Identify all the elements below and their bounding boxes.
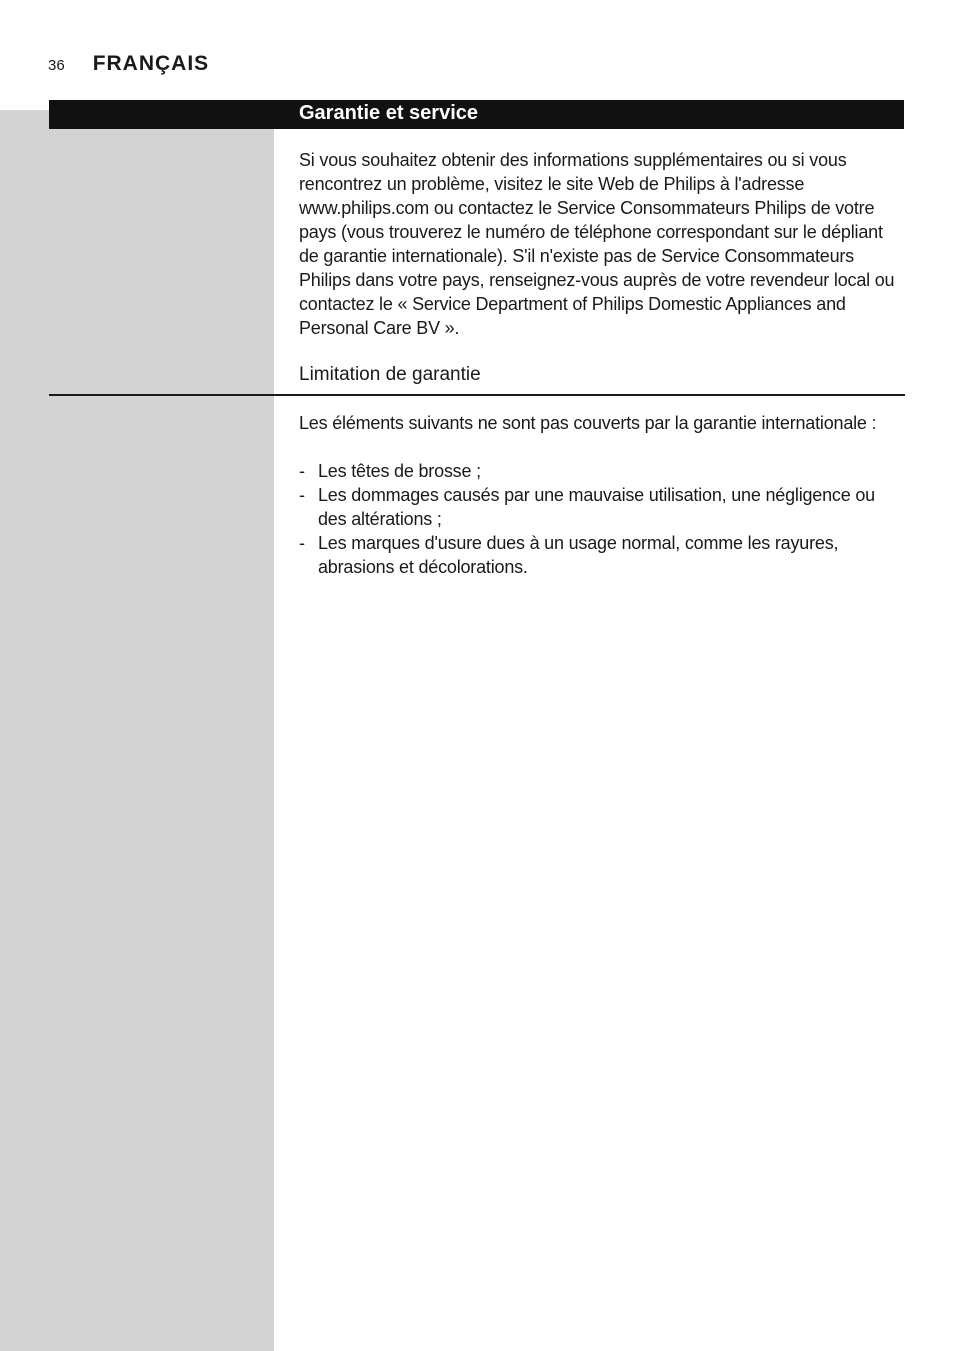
bullet-dash: -	[299, 461, 305, 481]
warranty-text-start: Si vous souhaitez obtenir des informations supplémentaires ou si vous rencontrez un problème, visitez le site Web de Philips à l'adresse	[299, 150, 847, 194]
limitation-list	[299, 459, 905, 579]
page-header	[48, 52, 209, 78]
subsection-title: Limitation de garantie	[299, 364, 481, 385]
language-label: FRANÇAIS	[92, 52, 210, 75]
list-item-text: Les marques d'usure dues à un usage normal, comme les rayures, abrasions et décolorations.	[318, 533, 839, 577]
philips-website-link[interactable]: www.philips.com	[299, 198, 430, 218]
bullet-dash: -	[299, 485, 305, 505]
section-title: Garantie et service	[299, 102, 478, 124]
list-item	[299, 531, 905, 579]
page-number: 36	[48, 57, 65, 74]
list-item-text: Les dommages causés par une mauvaise utilisation, une négligence ou des altérations ;	[318, 485, 875, 529]
bullet-dash: -	[299, 533, 305, 553]
warranty-text-end: ou contactez le Service Consommateurs Philips de votre pays (vous trouverez le numéro de téléphone correspondant sur le dépliant de garantie internationale). S'il n'existe pas de Service Consommateurs Philips dans votre pays, renseignez-vous auprès de votre revendeur local ou contactez le « Service Department of Philips Domestic Appliances and Personal Care BV ».	[299, 198, 895, 338]
sidebar-panel	[0, 110, 274, 1351]
limitation-intro: Les éléments suivants ne sont pas couverts par la garantie internationale :	[299, 413, 877, 433]
section-divider	[49, 394, 905, 396]
list-item	[299, 459, 905, 483]
warranty-paragraph	[299, 148, 905, 340]
list-item	[299, 483, 905, 531]
list-item-text: Les têtes de brosse ;	[318, 461, 481, 481]
